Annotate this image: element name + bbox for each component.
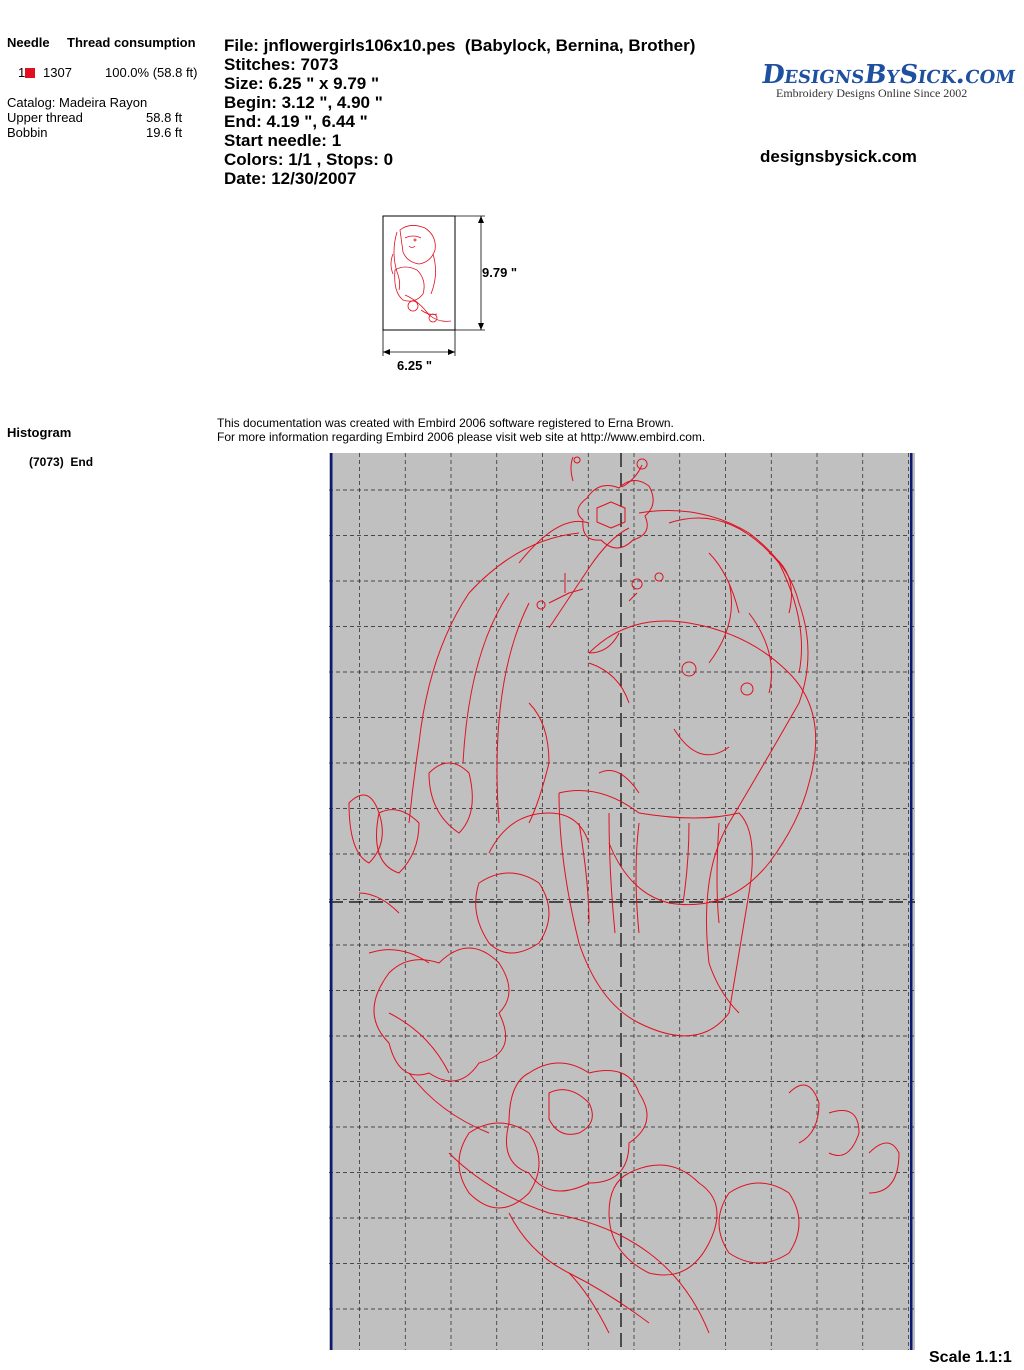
scale-label: Scale 1.1:1 — [929, 1349, 1012, 1366]
hoop-left-edge — [330, 453, 333, 1350]
documentation-line-2: For more information regarding Embird 2006 please visit web site at http://www.embird.com. — [217, 430, 706, 444]
hoop-right-edge — [910, 453, 913, 1350]
brand-logo — [759, 60, 1018, 101]
design-thumbnail — [375, 210, 535, 375]
logo-title: DesignsBySick.com — [759, 60, 1018, 90]
documentation-line-1: This documentation was created with Embird 2006 software registered to Erna Brown. — [217, 416, 674, 430]
logo-subtitle: Embroidery Designs Online Since 2002 — [776, 86, 968, 100]
consumption-value: 100.0% (58.8 ft) — [105, 65, 198, 80]
thumbnail-height-label: 9.79 " — [482, 265, 518, 280]
catalog-label: Catalog: Madeira Rayon — [7, 95, 148, 110]
website-text: designsbysick.com — [760, 147, 917, 166]
thumbnail-frame — [383, 216, 455, 330]
design-canvas — [329, 453, 915, 1350]
date-info: Date: 12/30/2007 — [224, 169, 357, 188]
histogram-entry: (7073) End — [29, 455, 94, 469]
needle-row — [18, 65, 35, 80]
size-info: Size: 6.25 " x 9.79 " — [224, 74, 380, 93]
begin-info: Begin: 3.12 ", 4.90 " — [224, 93, 383, 112]
file-name: File: jnflowergirls106x10.pes (Babylock, Bernina, Brother) — [224, 36, 696, 55]
thread-color-swatch — [25, 68, 35, 78]
needle-number: 1 — [18, 65, 26, 80]
upper-thread-value: 58.8 ft — [146, 110, 183, 125]
bobbin-label: Bobbin — [7, 125, 48, 140]
colors-info: Colors: 1/1 , Stops: 0 — [224, 150, 394, 169]
end-info: End: 4.19 ", 6.44 " — [224, 112, 368, 131]
stitches-info: Stitches: 7073 — [224, 55, 339, 74]
thread-consumption-header: Thread consumption — [67, 35, 196, 50]
start-needle-info: Start needle: 1 — [224, 131, 342, 150]
histogram-title: Histogram — [7, 425, 72, 440]
bobbin-value: 19.6 ft — [146, 125, 183, 140]
upper-thread-label: Upper thread — [7, 110, 83, 125]
thumbnail-width-label: 6.25 " — [397, 358, 433, 373]
needle-header: Needle — [7, 35, 50, 50]
stitch-count: 1307 — [43, 65, 72, 80]
